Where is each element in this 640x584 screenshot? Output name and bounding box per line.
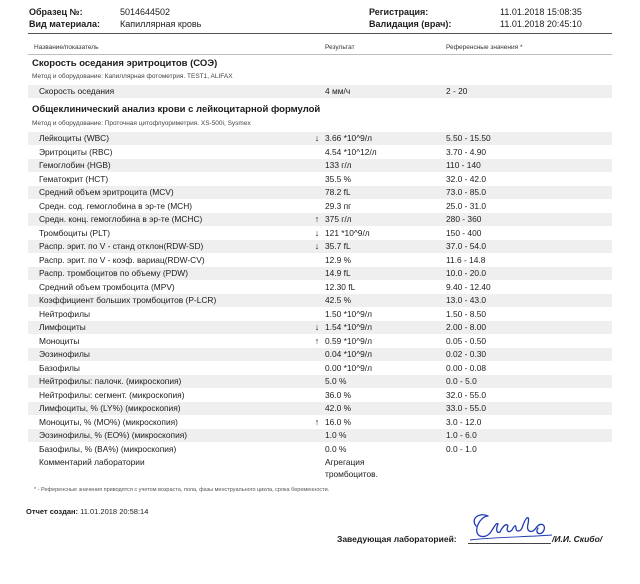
head-of-lab-label: Заведующая лабораторией: (337, 534, 457, 544)
result-reference: 280 - 360 (446, 214, 482, 224)
column-result-heading: Результат (325, 44, 355, 51)
result-value: 0.04 *10^9/л (325, 349, 373, 359)
result-value: 5.0 % (325, 376, 347, 386)
result-value: 35.7 fL (325, 241, 351, 251)
report-created-value: 11.01.2018 20:58:14 (80, 507, 149, 516)
result-name: Распр. эрит. по V - станд отклон(RDW-SD) (39, 241, 204, 251)
result-value: 4.54 *10^12/л (325, 146, 377, 157)
result-name: Эозинофилы, % (EO%) (микроскопия) (39, 430, 188, 440)
result-row (28, 416, 612, 429)
result-name: Лимфоциты, % (LY%) (микроскопия) (39, 403, 181, 413)
result-name: Средний объем тромбоцита (MPV) (39, 281, 175, 292)
material-label: Вид материала: (29, 19, 100, 29)
result-name: Распр. тромбоцитов по объему (PDW) (39, 268, 188, 278)
result-name: Средн. сод. гемоглобина в эр-те (MCH) (39, 200, 193, 211)
result-name: Тромбоциты (PLT) (39, 227, 111, 238)
result-value: 42.0 % (325, 403, 352, 413)
result-name: Эозинофилы (39, 349, 90, 359)
result-value: 0.00 *10^9/л (325, 362, 373, 373)
result-name: Нейтрофилы: сегмент. (микроскопия) (39, 389, 185, 400)
result-reference: 2 - 20 (446, 86, 468, 96)
result-row (28, 213, 612, 226)
comment-row (28, 456, 612, 484)
result-reference: 11.6 - 14.8 (446, 254, 486, 265)
comment-line-1: Агрегация (325, 457, 365, 467)
result-row (28, 186, 612, 199)
result-reference: 0.02 - 0.30 (446, 349, 487, 359)
result-row (28, 294, 612, 307)
comment-text (325, 457, 378, 480)
result-name: Лейкоциты (WBC) (39, 133, 110, 143)
result-reference: 0.05 - 0.50 (446, 335, 487, 346)
result-value: 3.66 *10^9/л (325, 133, 373, 143)
result-reference: 37.0 - 54.0 (446, 241, 487, 251)
comment-line-2: тромбоцитов. (325, 468, 378, 479)
result-value: 0.59 *10^9/л (325, 335, 373, 346)
result-row (28, 429, 612, 442)
result-name: Моноциты, % (MO%) (микроскопия) (39, 416, 178, 427)
result-reference: 13.0 - 43.0 (446, 295, 487, 305)
result-row (28, 443, 612, 456)
result-value: 12.30 fL (325, 281, 356, 292)
section-cbc-title: Общеклинический анализ крови с лейкоцитарной формулой (32, 104, 321, 115)
result-flag-icon: ↓ (314, 241, 320, 251)
result-value: 0.0 % (325, 443, 347, 454)
result-name: Лимфоциты (39, 322, 86, 332)
result-name: Коэффициент больших тромбоцитов (P-LCR) (39, 295, 217, 305)
result-value: 16.0 % (325, 416, 352, 427)
result-row (28, 308, 612, 321)
result-name: Базофилы, % (BA%) (микроскопия) (39, 443, 177, 454)
result-row (28, 321, 612, 334)
result-reference: 10.0 - 20.0 (446, 268, 487, 278)
result-name: Средн. конц. гемоглобина в эр-те (MCHC) (39, 214, 203, 224)
registration-label: Регистрация: (369, 7, 429, 17)
result-name: Гемоглобин (HGB) (39, 160, 111, 170)
result-row (28, 132, 612, 145)
column-divider (28, 54, 612, 55)
result-value: 35.5 % (325, 173, 352, 184)
result-reference: 25.0 - 31.0 (446, 200, 487, 211)
result-name: Моноциты (39, 335, 80, 346)
result-reference: 32.0 - 55.0 (446, 389, 487, 400)
result-flag-icon: ↓ (314, 322, 320, 332)
sample-number-value: 5014644502 (120, 7, 171, 17)
result-name: Средний объем эритроцита (MCV) (39, 187, 174, 197)
result-name: Эритроциты (RBC) (39, 146, 113, 157)
result-value: 133 г/л (325, 160, 352, 170)
comment-label: Комментарий лаборатории (39, 457, 145, 467)
head-of-lab-name: /И.И. Скибо/ (552, 534, 603, 544)
report-created-label: Отчет создан: (26, 507, 79, 516)
result-reference: 32.0 - 42.0 (446, 173, 487, 184)
report-created (26, 507, 148, 516)
result-row (28, 146, 612, 159)
result-value: 1.0 % (325, 430, 347, 440)
result-flag-icon: ↑ (314, 214, 320, 224)
result-name: Нейтрофилы (39, 308, 91, 319)
reference-footnote: * - Референсные значения приводятся с учетом возраста, пола, фазы менструального цикла, срока беременности. (34, 487, 330, 493)
result-row (28, 362, 612, 375)
result-value: 78.2 fL (325, 187, 351, 197)
result-flag-icon: ↓ (314, 133, 320, 143)
result-reference: 1.0 - 6.0 (446, 430, 477, 440)
result-value: 121 *10^9/л (325, 227, 370, 238)
result-reference: 2.00 - 8.00 (446, 322, 487, 332)
result-row (28, 85, 612, 98)
result-flag-icon: ↑ (314, 335, 320, 346)
result-value: 29.3 пг (325, 200, 352, 211)
result-value: 1.50 *10^9/л (325, 308, 373, 319)
validation-value: 11.01.2018 20:45:10 (500, 19, 582, 29)
header-divider (28, 33, 612, 34)
result-row (28, 159, 612, 172)
result-name: Гематокрит (HCT) (39, 173, 109, 184)
result-reference: 3.70 - 4.90 (446, 146, 487, 157)
column-name-heading: Название/показатель (34, 44, 99, 51)
column-reference-heading: Референсные значения * (446, 44, 523, 51)
result-value: 375 г/л (325, 214, 352, 224)
result-row (28, 389, 612, 402)
result-value: 4 мм/ч (325, 86, 351, 96)
result-flag-icon: ↑ (314, 416, 320, 427)
signature-line (468, 543, 551, 544)
material-value: Капиллярная кровь (120, 19, 202, 29)
result-reference: 33.0 - 55.0 (446, 403, 487, 413)
result-reference: 9.40 - 12.40 (446, 281, 491, 292)
result-flag-icon: ↓ (314, 227, 320, 238)
section-esr-method: Метод и оборудование: Капиллярная фотометрия. TEST1, ALIFAX (32, 73, 233, 80)
validation-label: Валидация (врач): (369, 19, 452, 29)
result-reference: 3.0 - 12.0 (446, 416, 482, 427)
result-name: Скорость оседания (39, 86, 115, 96)
result-row (28, 227, 612, 240)
result-value: 42.5 % (325, 295, 352, 305)
result-row (28, 281, 612, 294)
result-row (28, 240, 612, 253)
result-name: Нейтрофилы: палочк. (микроскопия) (39, 376, 182, 386)
result-row (28, 375, 612, 388)
result-reference: 0.0 - 5.0 (446, 376, 477, 386)
result-reference: 0.00 - 0.08 (446, 362, 487, 373)
result-reference: 73.0 - 85.0 (446, 187, 487, 197)
result-row (28, 267, 612, 280)
result-reference: 1.50 - 8.50 (446, 308, 487, 319)
result-reference: 110 - 140 (446, 160, 481, 170)
result-row (28, 348, 612, 361)
result-reference: 150 - 400 (446, 227, 482, 238)
result-value: 14.9 fL (325, 268, 351, 278)
result-name: Распр. эрит. по V - коэф. вариац(RDW-CV) (39, 254, 205, 265)
result-reference: 5.50 - 15.50 (446, 133, 491, 143)
result-value: 1.54 *10^9/л (325, 322, 373, 332)
result-value: 12.9 % (325, 254, 352, 265)
result-row (28, 200, 612, 213)
handwritten-signature (466, 510, 554, 546)
result-row (28, 335, 612, 348)
result-name: Базофилы (39, 362, 80, 373)
section-esr-title: Скорость оседания эритроцитов (СОЭ) (32, 58, 218, 69)
section-cbc-method: Метод и оборудование: Проточная цитофлуориметрия. XS-500i, Sysmex (32, 120, 251, 127)
result-row (28, 402, 612, 415)
sample-number-label: Образец №: (29, 7, 83, 17)
registration-value: 11.01.2018 15:08:35 (500, 7, 582, 17)
result-row (28, 173, 612, 186)
result-row (28, 254, 612, 267)
result-value: 36.0 % (325, 389, 352, 400)
result-reference: 0.0 - 1.0 (446, 443, 477, 454)
